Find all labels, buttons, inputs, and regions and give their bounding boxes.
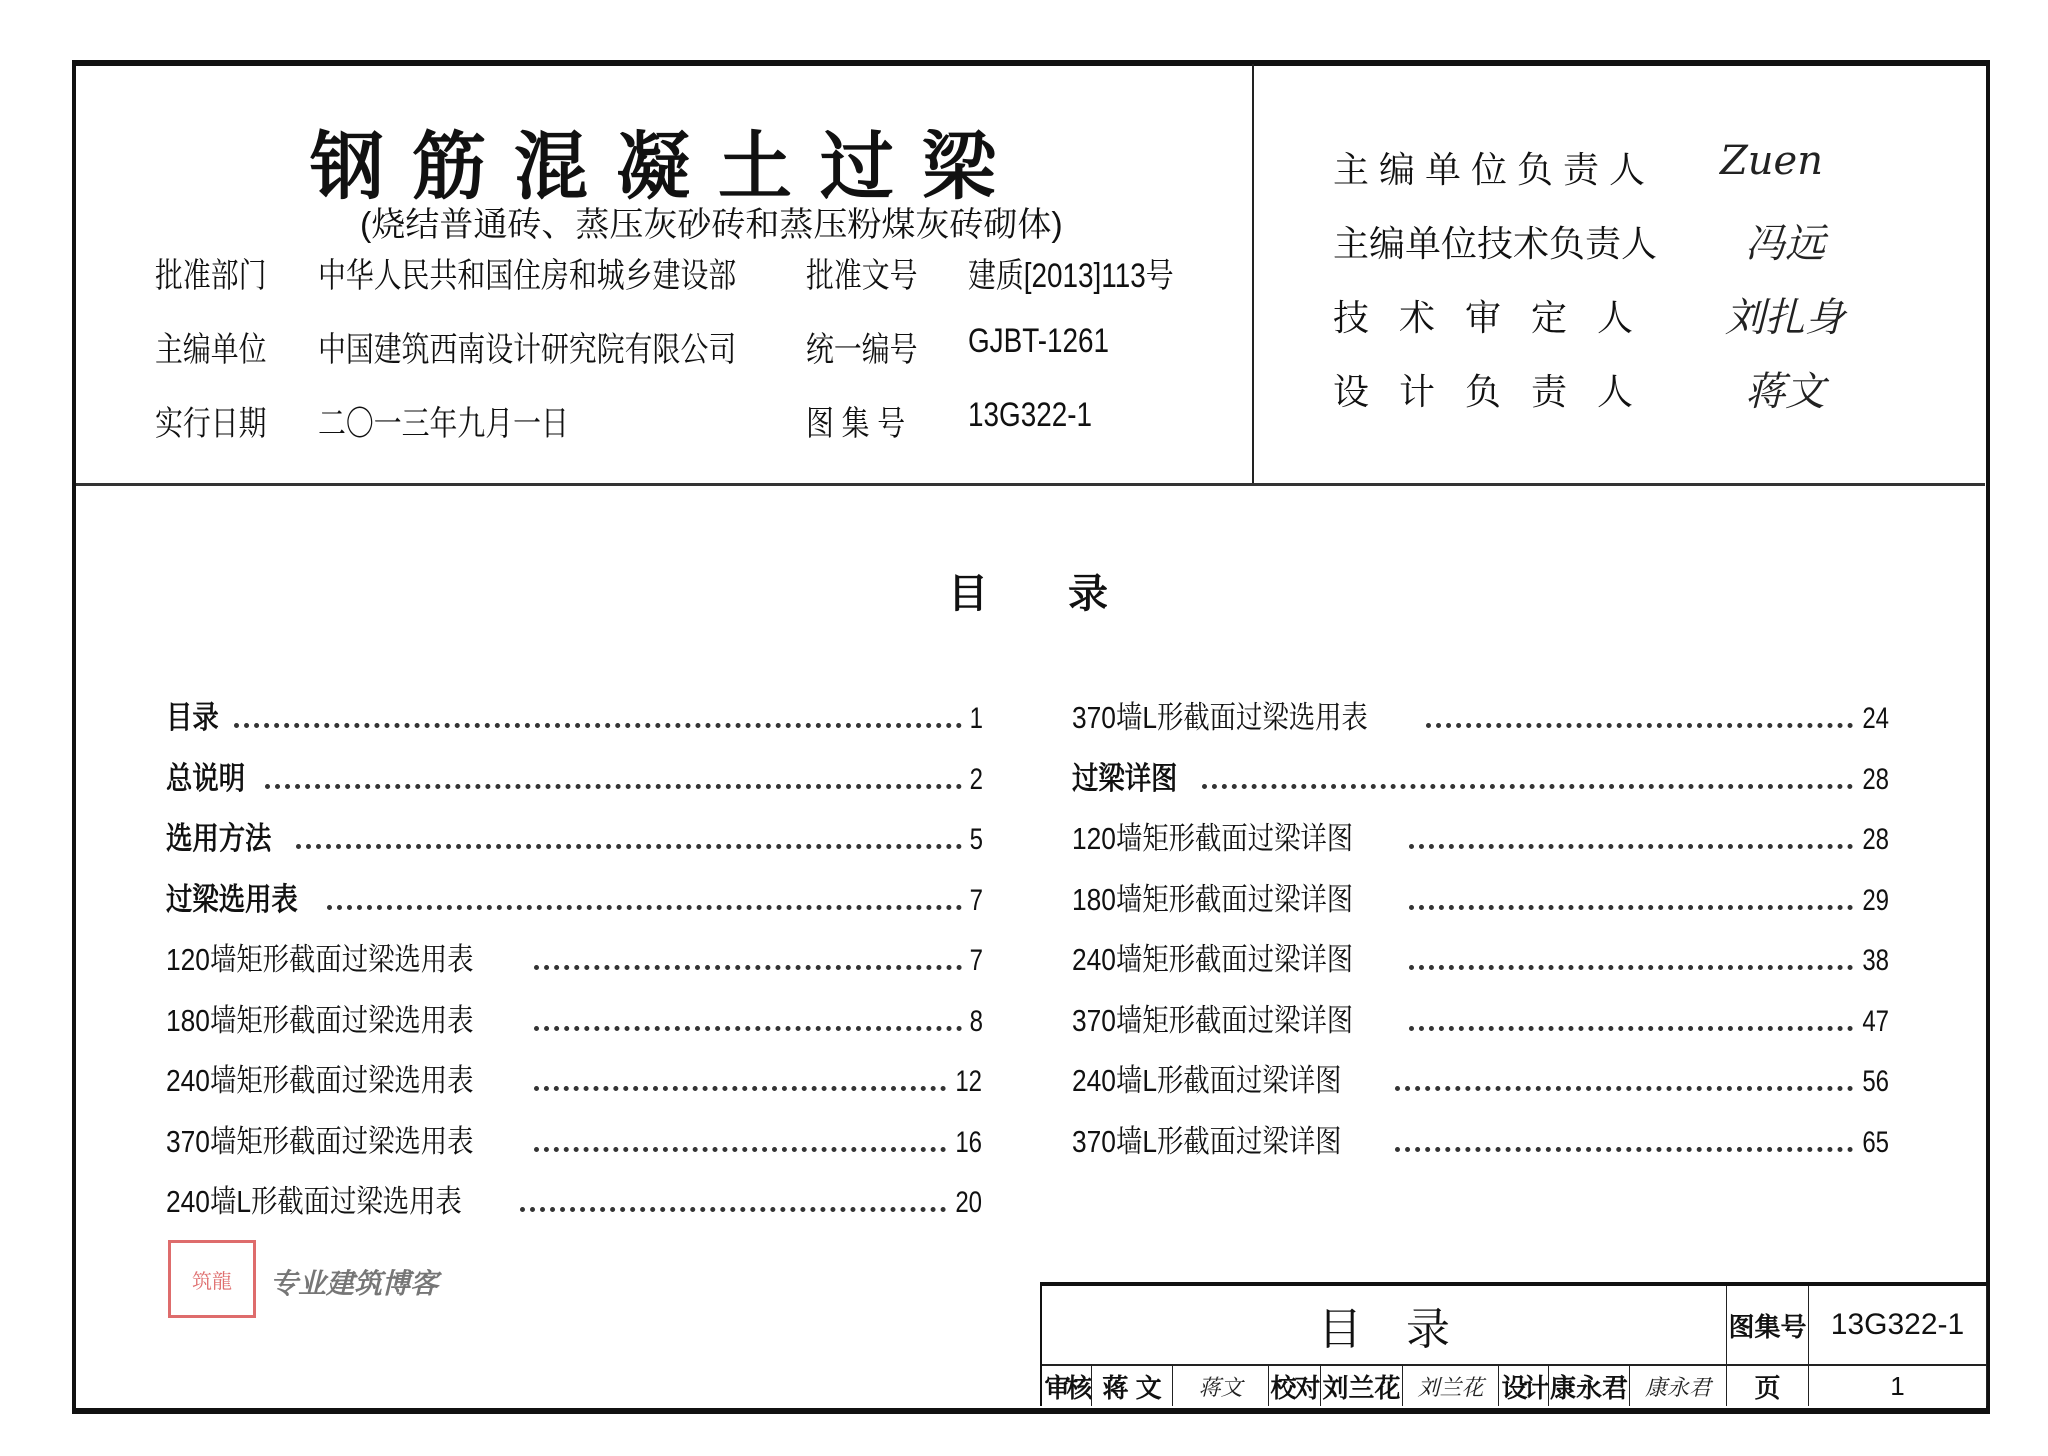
leader-dots <box>1409 905 1853 910</box>
toc-entry[interactable] <box>166 1116 985 1161</box>
info-value: 二〇一三年九月一日 <box>318 405 569 443</box>
toc-entry[interactable] <box>166 753 985 798</box>
toc-entry-label: 370墙矩形截面过梁详图 <box>1072 1002 1354 1038</box>
signature: 冯远 <box>1745 221 1825 267</box>
toc-entry[interactable] <box>166 1055 985 1100</box>
toc-heading: 目 录 <box>948 572 1108 616</box>
leader-dots <box>534 965 963 970</box>
leader-dots <box>1395 1147 1853 1152</box>
info-value: GJBT-1261 <box>968 322 1110 360</box>
toc-entry-label: 370墙矩形截面过梁选用表 <box>166 1123 474 1159</box>
info-label: 主编单位 <box>155 331 267 369</box>
toc-entry[interactable] <box>1072 934 1892 979</box>
toc-entry[interactable] <box>1072 995 1892 1040</box>
document-subtitle: (烧结普通砖、蒸压灰砂砖和蒸压粉煤灰砖砌体) <box>360 206 1063 244</box>
toc-entry[interactable] <box>1072 874 1892 919</box>
page-number: 1 <box>1809 1366 1987 1406</box>
toc-entry[interactable] <box>1072 753 1892 798</box>
page-label: 页 <box>1727 1366 1809 1406</box>
info-value: 中华人民共和国住房和城乡建设部 <box>318 257 737 295</box>
signature-role: 主编单位负责人 <box>1333 149 1656 190</box>
toc-entry-label: 370墙L形截面过梁选用表 <box>1072 700 1368 735</box>
leader-dots <box>534 1026 963 1031</box>
toc-entry[interactable] <box>166 813 985 858</box>
leader-dots <box>534 1086 946 1091</box>
toc-entry[interactable] <box>166 692 985 737</box>
info-value: 中国建筑西南设计研究院有限公司 <box>318 331 737 369</box>
toc-entry[interactable] <box>1072 813 1892 858</box>
toc-entry-label: 240墙矩形截面过梁详图 <box>1072 942 1354 977</box>
toc-entry[interactable] <box>1072 1116 1892 1161</box>
title-block-name: 目 录 <box>1042 1286 1727 1364</box>
info-label: 批准文号 <box>806 257 918 295</box>
toc-entry[interactable] <box>166 1176 985 1221</box>
leader-dots <box>1395 1086 1853 1091</box>
designer: 康永君 <box>1549 1366 1630 1406</box>
design-label: 设计 <box>1499 1366 1549 1406</box>
toc-entry[interactable] <box>166 934 985 979</box>
header-divider <box>1252 64 1254 485</box>
toc-entry[interactable] <box>1072 1055 1892 1100</box>
watermark-stamp: 筑龍 <box>168 1240 256 1318</box>
signature-role: 主编单位技术负责人 <box>1333 223 1658 264</box>
toc-entry-label: 目录 <box>166 700 219 735</box>
info-label: 批准部门 <box>155 257 267 295</box>
toc-entry-label: 240墙矩形截面过梁选用表 <box>166 1063 474 1098</box>
leader-dots <box>1409 965 1853 970</box>
leader-dots <box>234 723 962 728</box>
info-value: 建质[2013]113号 <box>968 257 1174 295</box>
title-block <box>1040 1282 1987 1406</box>
leader-dots <box>296 844 962 849</box>
toc-entry-page: 29 <box>1861 883 1889 917</box>
toc-entry[interactable] <box>166 995 985 1040</box>
toc-entry-label: 总说明 <box>166 760 246 796</box>
reviewer-signature: 蒋文 <box>1173 1366 1269 1406</box>
info-value: 13G322-1 <box>968 396 1093 434</box>
leader-dots <box>327 905 962 910</box>
toc-entry-page: 20 <box>954 1186 982 1219</box>
toc-entry-page: 24 <box>1861 702 1889 735</box>
atlas-number: 13G322-1 <box>1809 1286 1987 1364</box>
watermark-text: 专业建筑博客 <box>270 1268 439 1299</box>
checker-signature: 刘兰花 <box>1403 1366 1499 1406</box>
reviewer: 蒋 文 <box>1092 1366 1173 1406</box>
leader-dots <box>1409 844 1853 849</box>
toc-entry-page: 2 <box>969 762 984 796</box>
header-bottom-line <box>76 483 1985 486</box>
signature-role: 技术审定人 <box>1333 297 1664 338</box>
toc-entry-page: 7 <box>969 944 984 977</box>
leader-dots <box>520 1207 946 1212</box>
checker: 刘兰花 <box>1321 1366 1403 1406</box>
toc-entry-page: 47 <box>1861 1004 1889 1038</box>
toc-entry-label: 过梁详图 <box>1072 760 1178 796</box>
signature: 刘扎身 <box>1725 295 1845 341</box>
leader-dots <box>265 784 962 789</box>
toc-entry-label: 370墙L形截面过梁详图 <box>1072 1123 1342 1159</box>
toc-entry-page: 38 <box>1861 944 1889 977</box>
toc-entry-label: 180墙矩形截面过梁选用表 <box>166 1002 474 1038</box>
leader-dots <box>1409 1026 1853 1031</box>
toc-entry-label: 120墙矩形截面过梁选用表 <box>166 942 474 977</box>
info-label: 实行日期 <box>155 405 267 443</box>
toc-entry[interactable] <box>1072 692 1892 737</box>
signature-role: 设计负责人 <box>1333 371 1664 412</box>
toc-entry-page: 7 <box>969 883 984 917</box>
toc-entry-page: 12 <box>954 1065 982 1098</box>
toc-entry-page: 16 <box>954 1125 982 1159</box>
toc-entry-page: 5 <box>969 823 984 856</box>
leader-dots <box>1426 723 1853 728</box>
toc-entry-page: 28 <box>1861 823 1889 856</box>
toc-entry-page: 65 <box>1861 1125 1889 1159</box>
toc-entry-label: 240墙L形截面过梁详图 <box>1072 1063 1342 1098</box>
toc-entry[interactable] <box>166 874 985 919</box>
designer-signature: 康永君 <box>1630 1366 1727 1406</box>
info-label: 统一编号 <box>806 331 918 369</box>
signature: Zuen <box>1720 138 1823 184</box>
document-title: 钢筋混凝土过梁 <box>310 125 1024 208</box>
check-label: 校对 <box>1269 1366 1321 1406</box>
toc-entry-label: 240墙L形截面过梁选用表 <box>166 1184 462 1219</box>
toc-entry-page: 56 <box>1861 1065 1889 1098</box>
toc-entry-label: 120墙矩形截面过梁详图 <box>1072 821 1354 856</box>
leader-dots <box>1202 784 1853 789</box>
toc-entry-label: 选用方法 <box>166 821 272 856</box>
toc-entry-label: 过梁选用表 <box>166 881 298 917</box>
review-label: 审核 <box>1042 1366 1092 1406</box>
toc-entry-page: 1 <box>969 702 984 735</box>
toc-entry-page: 8 <box>969 1004 984 1038</box>
toc-entry-label: 180墙矩形截面过梁详图 <box>1072 881 1354 917</box>
toc-entry-page: 28 <box>1861 762 1889 796</box>
leader-dots <box>534 1147 946 1152</box>
signature: 蒋文 <box>1745 369 1825 415</box>
atlas-label: 图集号 <box>1727 1286 1809 1364</box>
info-label: 图 集 号 <box>806 405 906 443</box>
